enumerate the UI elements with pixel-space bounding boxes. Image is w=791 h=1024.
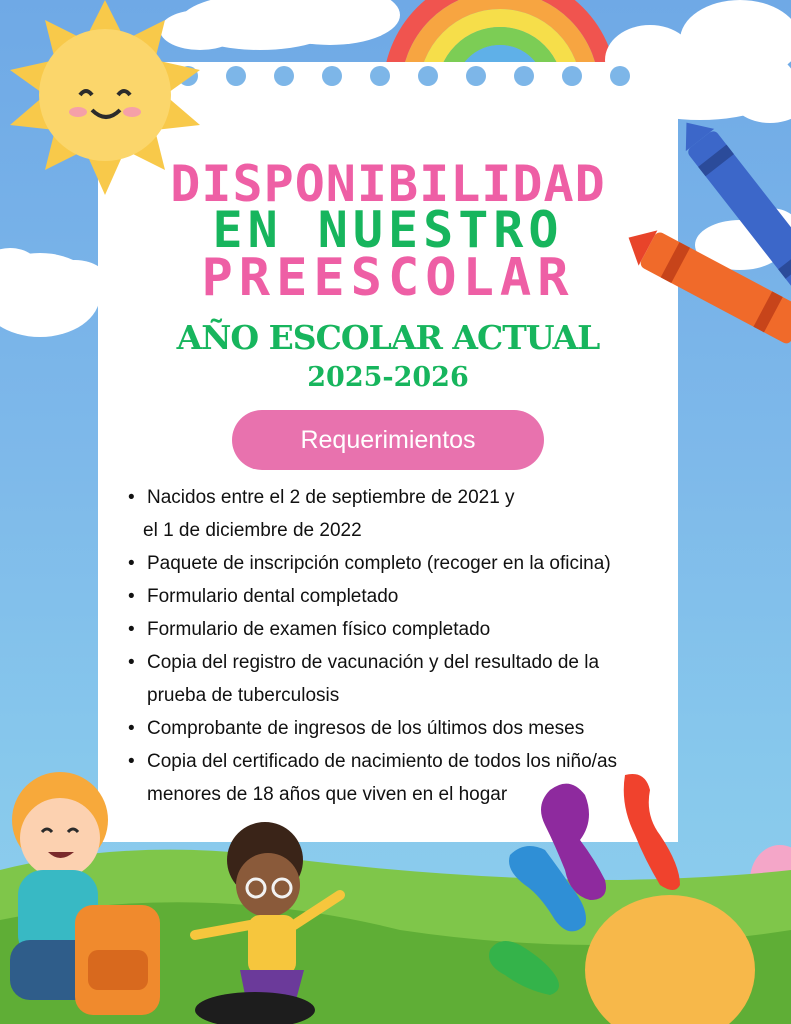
title-line-1: DISPONIBILIDAD — [170, 155, 606, 213]
list-item — [112, 745, 687, 811]
requirements-button: Requerimientos — [232, 410, 544, 470]
list-item — [112, 646, 687, 712]
list-item — [112, 481, 687, 547]
list-item-text: prueba de tuberculosis — [147, 685, 340, 706]
binder-holes — [130, 66, 630, 86]
list-item-text: Nacidos entre el 2 de septiembre de 2021 y — [147, 487, 515, 508]
list-item-text: Copia del registro de vacunación y del resultado de la — [147, 652, 600, 673]
list-item-text: Formulario de examen físico completado — [147, 619, 491, 640]
list-item — [112, 580, 687, 613]
list-item-text: Paquete de inscripción completo (recoger en la oficina) — [147, 553, 611, 574]
list-item — [112, 712, 687, 745]
list-item-text: Comprobante de ingresos de los últimos dos meses — [147, 718, 585, 739]
list-item — [112, 613, 687, 646]
list-item-text: Copia del certificado de nacimiento de todos los niño/as — [147, 751, 618, 772]
list-item-text: el 1 de diciembre de 2022 — [143, 520, 362, 541]
title-line-2: EN NUESTRO — [212, 201, 564, 259]
school-year: 2025-2026 — [307, 362, 469, 393]
title-line-3: PREESCOLAR — [201, 248, 575, 308]
list-item-text: Formulario dental completado — [147, 586, 399, 607]
list-item-text: menores de 18 años que viven en el hogar — [147, 784, 508, 805]
subtitle: AÑO ESCOLAR ACTUAL — [176, 318, 600, 357]
requirements-list — [112, 481, 687, 811]
list-item — [112, 547, 687, 580]
